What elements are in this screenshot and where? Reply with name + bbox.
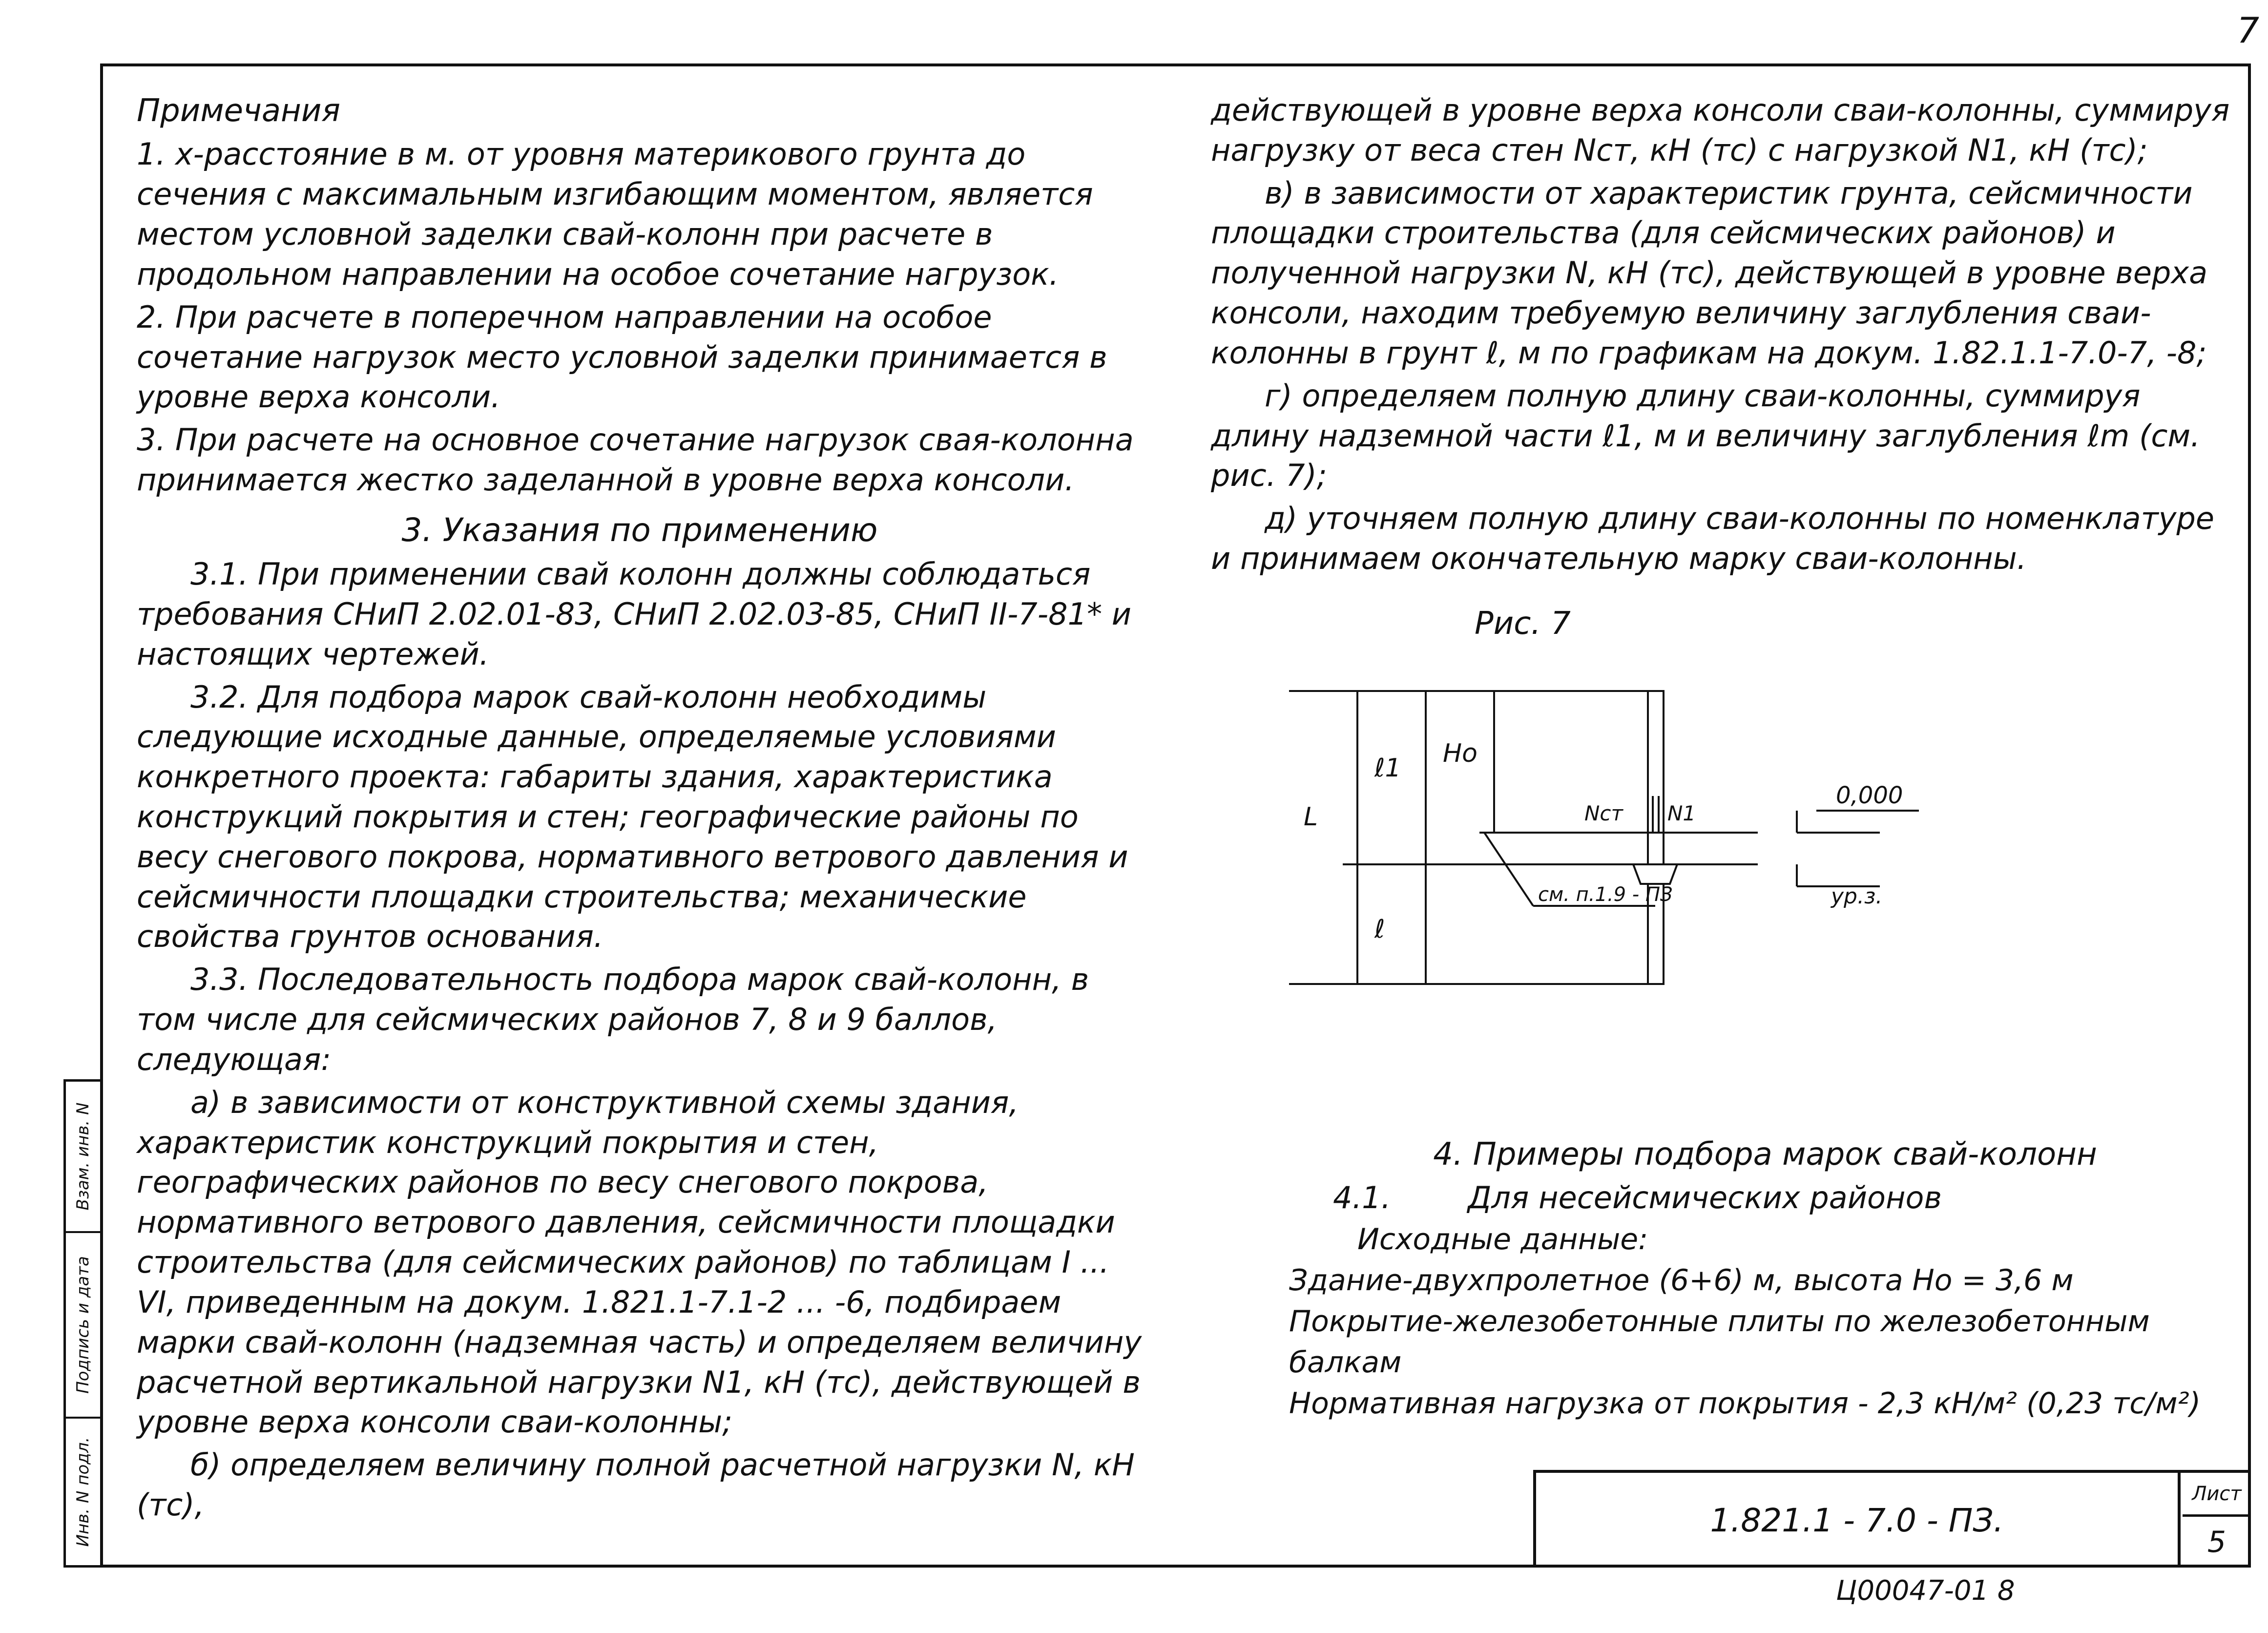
level-label: 0,000 [1836,782,1903,809]
paragraph: 3.2. Для подбора марок свай-колонн необходимы следующие исходные данные, определяемые условиями конкретного проекта: габариты здания, характеристика конструкций покрытия и стен; географические районы по весу снегового покрова, нормативного ветрового давления и сейсмичности площадки строительства; механические свойства грунтов основания. [137,679,1128,955]
paragraph: д) уточняем полную длину сваи-колонны по номенклатуре и принимаем окончательную марку сваи-колонны. [1211,501,2214,577]
title-block [1533,1470,2251,1568]
dim-label: ℓ [1374,915,1385,944]
note-item: 1. x-расстояние в м. от уровня материкового грунта до сечения с максимальным изгибающим моментом, является местом условной заделки свай-колонн при расчете в продольном направлении на особое сочетание нагрузок. [137,136,1093,292]
examples-subtitle: 4.1. Для несейсмических районов [1333,1179,1942,1215]
paragraph: 3.1. При применении свай колонн должны соблюдаться требования СНиП 2.02.01-83, СНиП 2.02.03-85, СНиП II-7-81* и настоящих чертежей. [137,556,1132,672]
paragraph: 3.3. Последовательность подбора марок свай-колонн, в том числе для сейсмических районов 7, 8 и 9 баллов, следующая: [137,962,1089,1077]
dim-label: L [1304,802,1318,832]
page-corner-number: 7 [2237,10,2259,51]
document-code: 1.821.1 - 7.0 - ПЗ. [1536,1473,2181,1568]
paragraph: а) в зависимости от конструктивной схемы здания, характеристик конструкций покрытия и стен, географических районов по весу снегового покрова, нормативного ветрового давления, сейсмичности площадки строительства (для сейсмических районов) по таблицам I ... VI, приведенным на докум. 1.821.1-7.1-2 ... -6, подбираем марки свай-колонн (надземная часть) и определяем величину расчетной вертикальной нагрузки N1, кН (тс), действующей в уровне верха консоли сваи-колонны; [137,1084,1142,1440]
bottom-stamp: Ц00047-01 8 [1836,1575,2015,1607]
examples-line: Здание-двухпролетное (6+6) м, высота Hо = 3,6 м [1289,1263,2074,1298]
paragraph: действующей в уровне верха консоли сваи-колонны, суммируя нагрузку от веса стен Nст, кН (тс) с нагрузкой N1, кН (тс); [1211,92,2230,168]
side-stamp-cell [66,1419,100,1565]
level-label: ур.з. [1831,884,1883,909]
figure-title: Рис. 7 [1475,606,1571,642]
examples-line: Нормативная нагрузка от покрытия - 2,3 кН/м² (0,23 тс/м²) [1289,1386,2201,1421]
leader-line [1484,833,1533,906]
side-stamp [63,1079,100,1568]
examples-title: 4. Примеры подбора марок свай-колонн [1433,1136,2097,1172]
section-title: 3. Указания по применению [401,511,878,549]
reference-label: см. п.1.9 - ПЗ [1538,883,1673,906]
side-stamp-label: Взам. инв. N [73,1102,93,1211]
right-column [1211,90,2231,582]
side-stamp-cell [66,1233,100,1419]
notes-header: Примечания [137,93,340,129]
paragraph: г) определяем полную длину сваи-колонны, суммируя длину надземной части ℓ1, м и величину заглубления ℓm (см. рис. 7); [1211,377,2200,494]
side-stamp-label: Подпись и дата [73,1256,93,1394]
side-stamp-label: Инв. N подл. [73,1437,93,1547]
examples-section [1289,1133,2241,1424]
dim-label: ℓ1 [1374,754,1401,783]
column-shaft [1648,691,1664,984]
column-console [1633,864,1677,884]
left-column [137,90,1143,1528]
side-stamp-cell [66,1082,100,1233]
sheet-number: 5 [2207,1525,2226,1559]
note-item: 2. При расчете в поперечном направлении на особое сочетание нагрузок место условной заделки принимается в уровне верха консоли. [137,299,1107,415]
paragraph: б) определяем величину полной расчетной нагрузки N, кН (тс), [137,1447,1135,1523]
load-label: N1 [1667,801,1696,825]
dim-label: Hо [1443,739,1477,768]
load-label: Nст [1584,801,1623,825]
examples-initial: Исходные данные: [1357,1222,1648,1257]
note-item: 3. При расчете на основное сочетание нагрузок свая-колонна принимается жестко заделанной в уровне верха консоли. [137,422,1134,498]
paragraph: в) в зависимости от характеристик грунта, сейсмичности площадки строительства (для сейсмических районов) и полученной нагрузки N, кН (тс), действующей в уровне верха консоли, находим требуемую величину заглубления сваи-колонны в грунт ℓ, м по графикам на докум. 1.82.1.1-7.0-7, -8; [1211,175,2208,371]
pile-column-figure [1269,664,2031,1026]
sheet-label: Лист [2183,1473,2251,1517]
examples-line: Покрытие-железобетонные плиты по железобетонным балкам [1289,1304,2150,1380]
